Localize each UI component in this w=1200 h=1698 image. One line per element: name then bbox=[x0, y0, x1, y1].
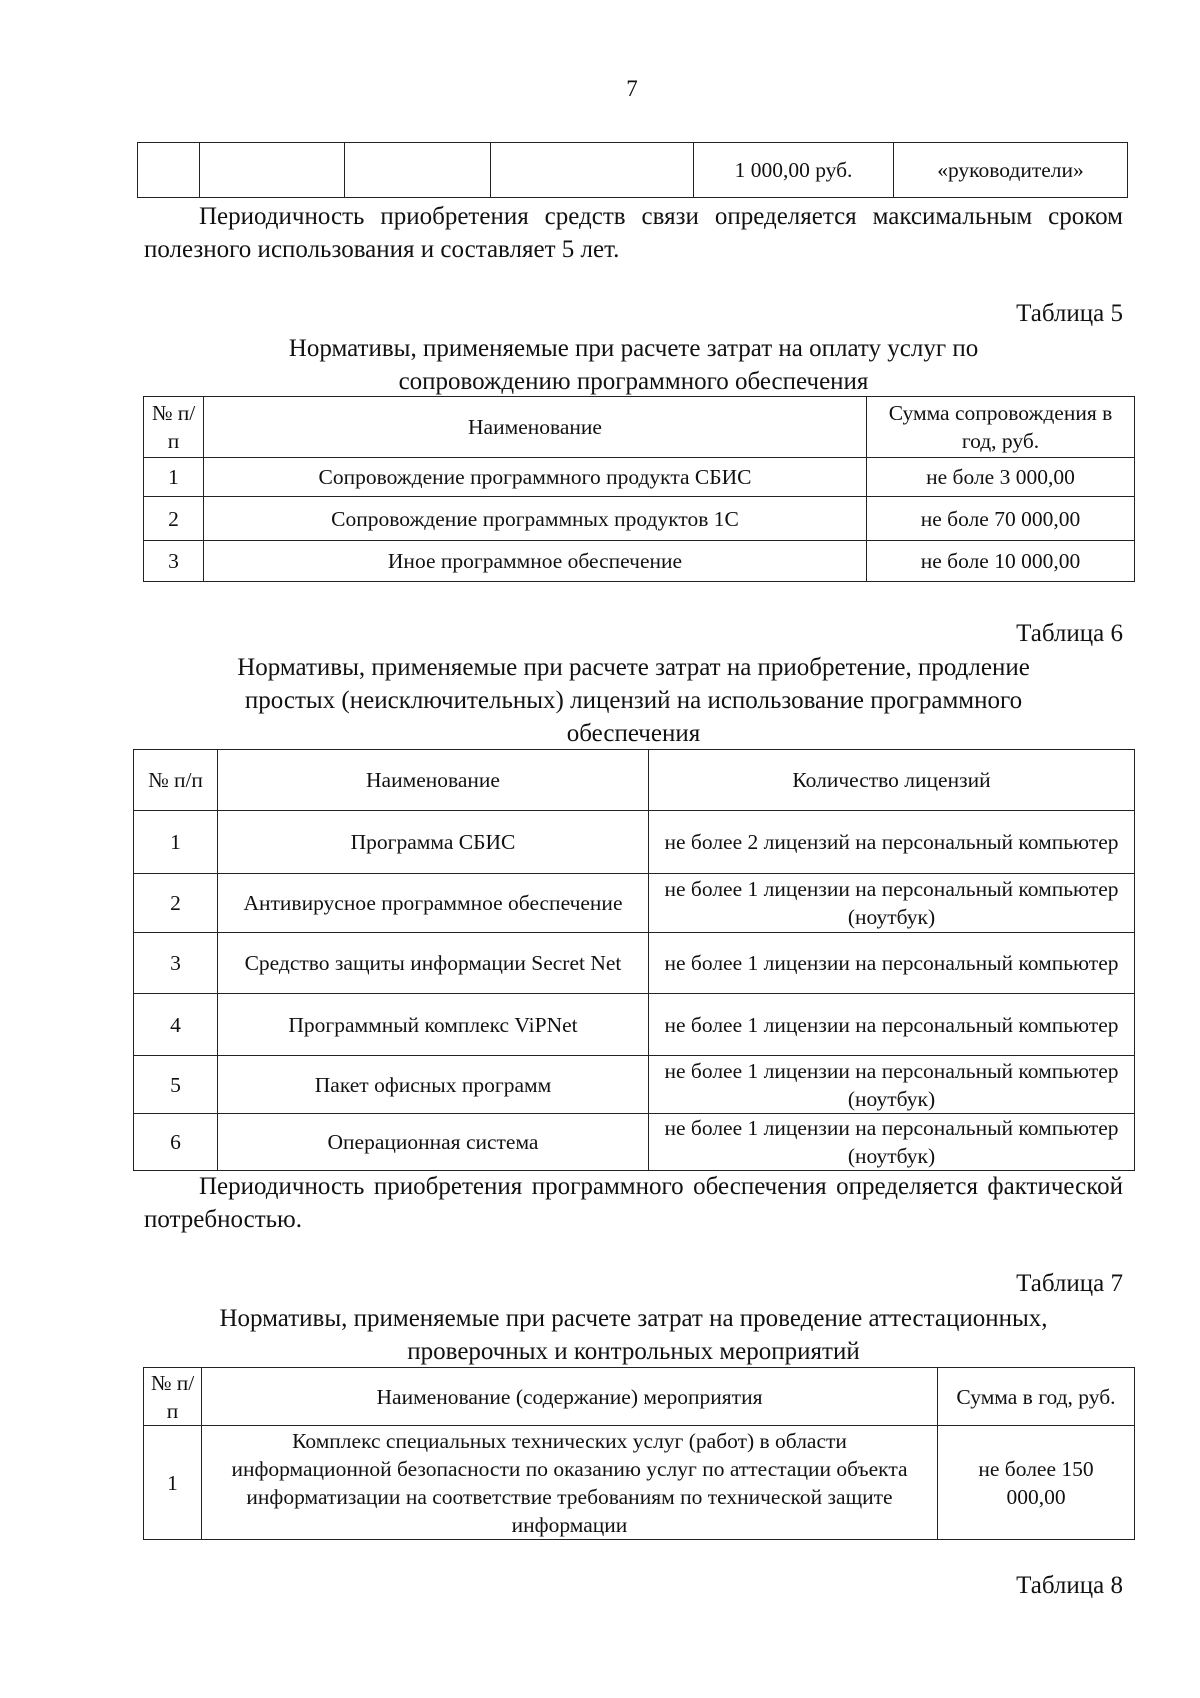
header-licenses: Количество лицензий bbox=[649, 750, 1135, 811]
header-name: Наименование bbox=[204, 397, 867, 458]
table-header-row bbox=[144, 1368, 1135, 1426]
table-cell: не более 1 лицензии на персональный компьютер (ноутбук) bbox=[649, 1056, 1135, 1114]
header-number: № п/п bbox=[144, 1368, 202, 1426]
table-cell: Сопровождение программных продуктов 1С bbox=[204, 497, 867, 541]
table-cell: не более 150 000,00 bbox=[938, 1426, 1135, 1540]
table6-caption: Нормативы, применяемые при расчете затрат на приобретение, продление простых (неисключительных) лицензий на использование программного обеспечения bbox=[237, 654, 1030, 747]
table-row bbox=[144, 541, 1135, 582]
table-cell: Пакет офисных программ bbox=[218, 1056, 649, 1114]
table-cell: Сопровождение программного продукта СБИС bbox=[204, 458, 867, 497]
page-number: 7 bbox=[626, 76, 638, 101]
paragraph-communication-period: Периодичность приобретения средств связи определяется максимальным сроком полезного использования и составляет 5 лет. bbox=[144, 203, 1123, 263]
table-row bbox=[144, 1426, 1135, 1540]
table-cell: Средство защиты информации Secret Net bbox=[218, 933, 649, 994]
header-name: Наименование bbox=[218, 750, 649, 811]
table6 bbox=[133, 749, 1135, 1171]
table-header-row bbox=[144, 397, 1135, 458]
table-row bbox=[134, 874, 1135, 933]
table-cell: Программный комплекс ViPNet bbox=[218, 994, 649, 1056]
top-table bbox=[137, 142, 1128, 198]
table-cell: не боле 10 000,00 bbox=[867, 541, 1135, 582]
table-cell bbox=[200, 143, 345, 198]
table-cell: 2 bbox=[144, 497, 204, 541]
table-cell: 1 bbox=[144, 458, 204, 497]
table5-label: Таблица 5 bbox=[1016, 300, 1123, 327]
table5 bbox=[143, 396, 1135, 582]
table-cell: не более 2 лицензий на персональный компьютер bbox=[649, 811, 1135, 874]
table-row bbox=[138, 143, 1128, 198]
table-row bbox=[134, 933, 1135, 994]
table5-caption: Нормативы, применяемые при расчете затрат на оплату услуг по сопровождению программного обеспечения bbox=[288, 335, 979, 395]
table-cell: Программа СБИС bbox=[218, 811, 649, 874]
table-cell bbox=[345, 143, 491, 198]
table-cell: 1 bbox=[134, 811, 218, 874]
header-sum: Сумма в год, руб. bbox=[938, 1368, 1135, 1426]
table-cell: 1 000,00 руб. bbox=[694, 143, 894, 198]
table-cell: 5 bbox=[134, 1056, 218, 1114]
table-row bbox=[134, 811, 1135, 874]
table-cell: Антивирусное программное обеспечение bbox=[218, 874, 649, 933]
table-row bbox=[134, 1056, 1135, 1114]
header-number: № п/п bbox=[134, 750, 218, 811]
table-cell bbox=[138, 143, 200, 198]
table8-label: Таблица 8 bbox=[1016, 1572, 1123, 1599]
table-cell: Иное программное обеспечение bbox=[204, 541, 867, 582]
table7-caption: Нормативы, применяемые при расчете затрат на проведение аттестационных, проверочных и контрольных мероприятий bbox=[219, 1305, 1048, 1365]
table-cell: не более 1 лицензии на персональный компьютер bbox=[649, 994, 1135, 1056]
header-activity: Наименование (содержание) мероприятия bbox=[202, 1368, 938, 1426]
table-cell: 4 bbox=[134, 994, 218, 1056]
header-number: № п/п bbox=[144, 397, 204, 458]
table7-label: Таблица 7 bbox=[1016, 1270, 1123, 1297]
table-row bbox=[144, 458, 1135, 497]
table-cell: Комплекс специальных технических услуг (работ) в области информационной безопасности по оказанию услуг по аттестации объекта информатизации на соответствие требованиям по технической защите информации bbox=[202, 1426, 938, 1540]
table-cell: «руководители» bbox=[894, 143, 1128, 198]
table-cell bbox=[491, 143, 694, 198]
table-cell: не боле 70 000,00 bbox=[867, 497, 1135, 541]
table-row bbox=[134, 1114, 1135, 1171]
table-header-row bbox=[134, 750, 1135, 811]
table-cell: не более 1 лицензии на персональный компьютер bbox=[649, 933, 1135, 994]
table-cell: 3 bbox=[144, 541, 204, 582]
table-cell: Операционная система bbox=[218, 1114, 649, 1171]
paragraph-software-period: Периодичность приобретения программного обеспечения определяется фактической потребностью. bbox=[144, 1173, 1123, 1233]
table-cell: 3 bbox=[134, 933, 218, 994]
table-cell: не более 1 лицензии на персональный компьютер (ноутбук) bbox=[649, 1114, 1135, 1171]
table-row bbox=[144, 497, 1135, 541]
table-cell: 2 bbox=[134, 874, 218, 933]
table-cell: 1 bbox=[144, 1426, 202, 1540]
table-cell: не боле 3 000,00 bbox=[867, 458, 1135, 497]
table7 bbox=[143, 1367, 1135, 1540]
header-sum: Сумма сопровождения в год, руб. bbox=[867, 397, 1135, 458]
table6-label: Таблица 6 bbox=[1016, 620, 1123, 647]
table-cell: 6 bbox=[134, 1114, 218, 1171]
table-cell: не более 1 лицензии на персональный компьютер (ноутбук) bbox=[649, 874, 1135, 933]
table-row bbox=[134, 994, 1135, 1056]
